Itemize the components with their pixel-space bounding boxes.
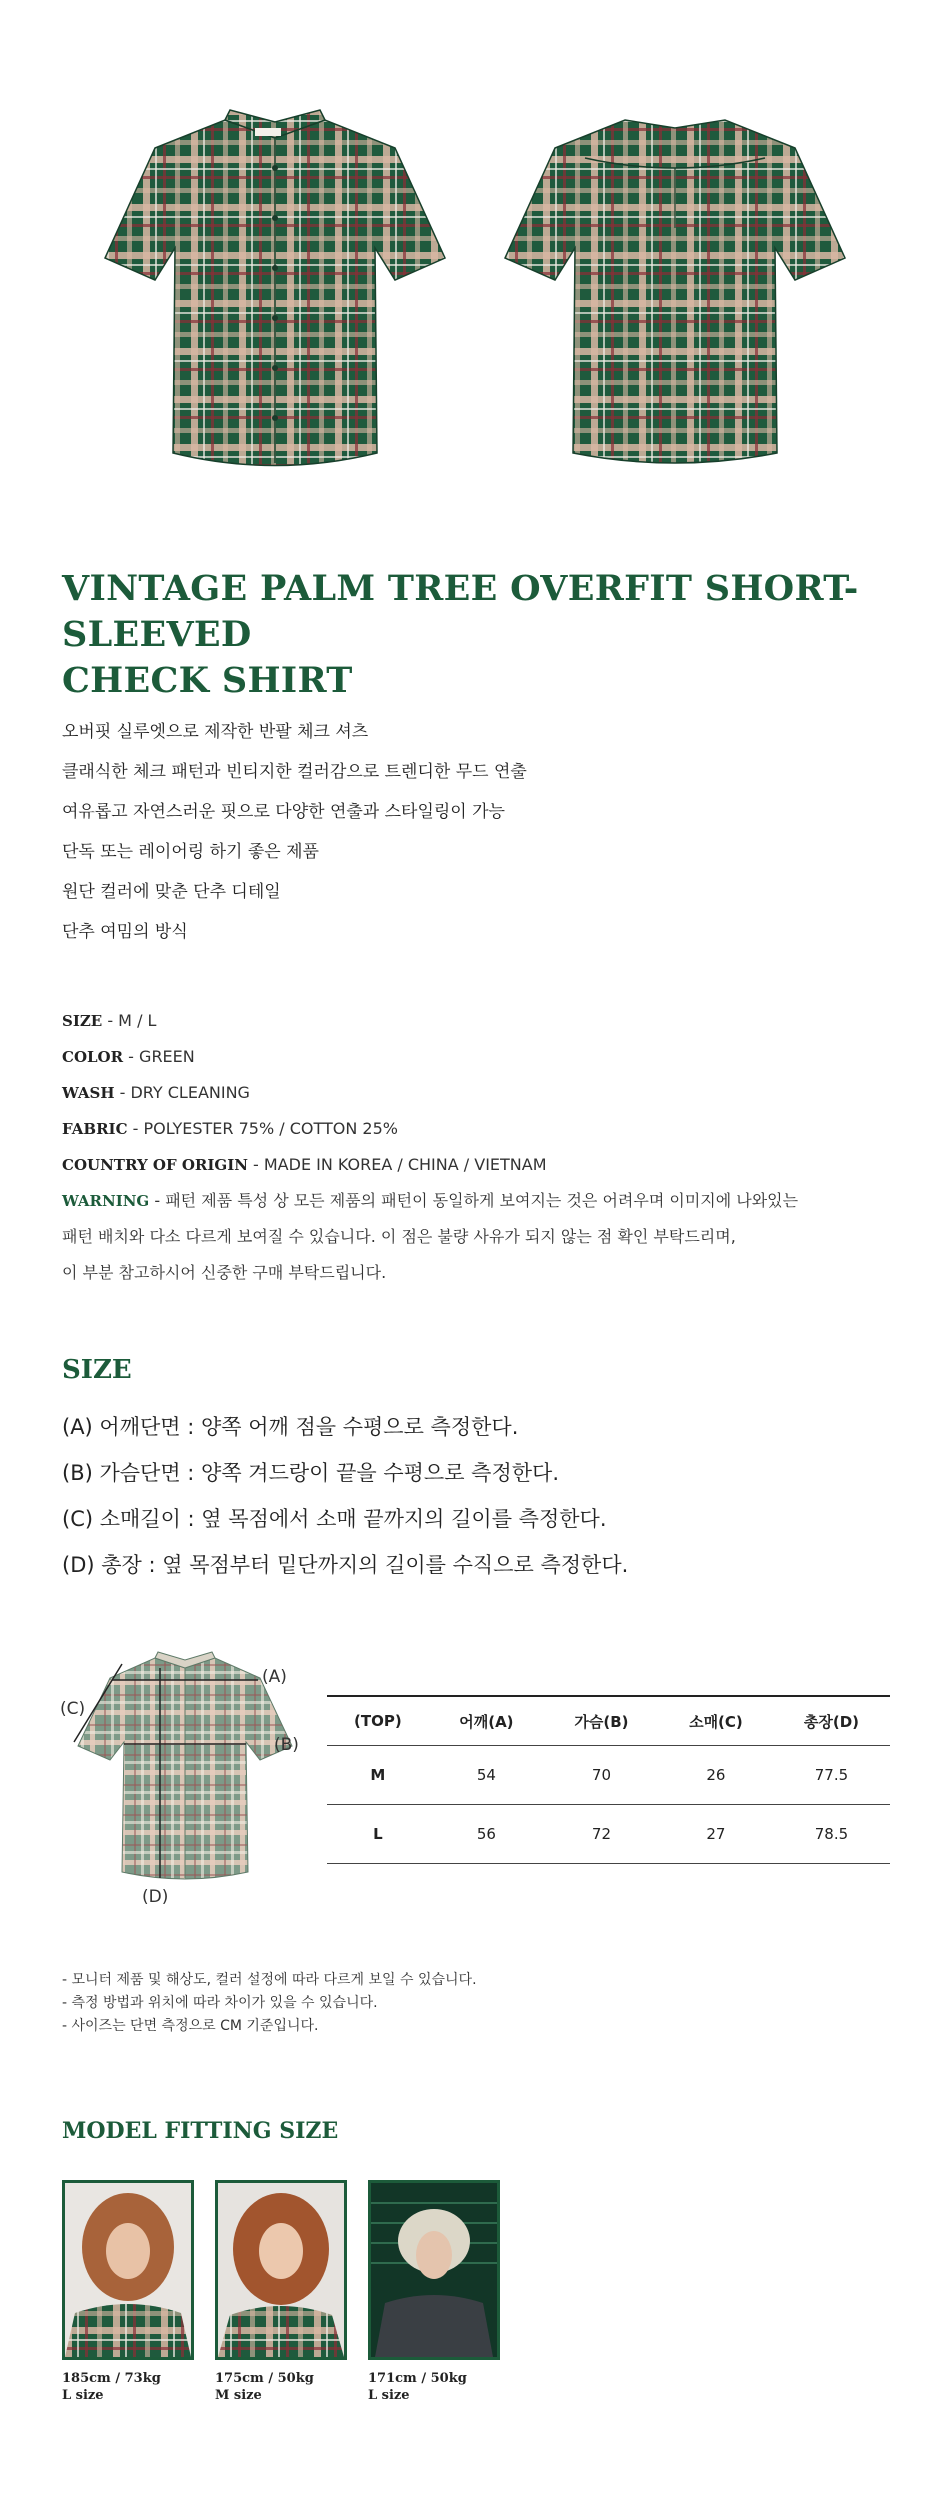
model-stats: 185cm / 73kg [62,2371,161,2386]
table-header-cell: 총장(D) [773,1696,890,1746]
table-row [327,1746,890,1805]
spec-value: - MADE IN KOREA / CHINA / VIETNAM [247,1155,547,1174]
table-cell: 77.5 [773,1746,890,1805]
product-title [62,566,902,704]
model-stats: 175cm / 50kg [215,2371,314,2386]
note-line: - 사이즈는 단면 측정으로 CM 기준입니다. [62,2018,319,2034]
model-size: L size [62,2388,104,2403]
table-header-cell: 가슴(B) [544,1696,659,1746]
table-cell: 72 [544,1805,659,1864]
product-title-line2: CHECK SHIRT [62,660,353,701]
spec-value: - GREEN [123,1047,195,1066]
spec-key: SIZE [62,1012,103,1030]
table-cell: 56 [429,1805,544,1864]
spec-value: - DRY CLEANING [114,1083,250,1102]
description-line: 클래식한 체크 패턴과 빈티지한 컬러감으로 트렌디한 무드 연출 [62,762,527,782]
warning-line1 [62,1183,912,1219]
spec-value: - POLYESTER 75% / COTTON 25% [127,1119,398,1138]
table-cell: 78.5 [773,1805,890,1864]
description-line: 오버핏 실루엣으로 제작한 반팔 체크 셔츠 [62,722,369,742]
diagram-label-c: (C) [60,1699,86,1719]
product-specs [62,1003,912,1291]
model-stats: 171cm / 50kg [368,2371,467,2386]
size-table-header [327,1696,890,1746]
spec-key: WASH [62,1084,115,1102]
diagram-label-b: (B) [274,1735,299,1755]
diagram-label-d: (D) [142,1887,169,1907]
description-line: 여유롭고 자연스러운 핏으로 다양한 연출과 스타일링이 가능 [62,802,505,822]
table-header-cell: (TOP) [327,1696,429,1746]
table-cell: L [327,1805,429,1864]
size-table [327,1695,890,1864]
shirt-front-image [95,108,455,488]
size-guide-line: (B) 가슴단면 : 양쪽 겨드랑이 끝을 수평으로 측정한다. [62,1461,559,1485]
spec-color [62,1039,912,1075]
spec-fabric [62,1111,912,1147]
warning-text: - 패턴 제품 특성 상 모든 제품의 패턴이 동일하게 보여지는 것은 어려우며 이미지에 나와있는 [149,1191,799,1210]
size-notes [62,1969,477,2038]
model-size: L size [368,2388,410,2403]
model-photo-1 [62,2180,194,2360]
size-guide-line: (D) 총장 : 옆 목점부터 밑단까지의 길이를 수직으로 측정한다. [62,1553,629,1577]
product-title-line1: VINTAGE PALM TREE OVERFIT SHORT-SLEEVED [62,568,859,655]
size-diagram [60,1650,310,1910]
description-line: 단독 또는 레이어링 하기 좋은 제품 [62,842,319,862]
table-cell: 26 [659,1746,773,1805]
diagram-label-a: (A) [262,1667,287,1687]
model-fitting-heading: MODEL FITTING SIZE [62,2118,339,2144]
spec-size [62,1003,912,1039]
table-row [327,1805,890,1864]
warning-line3: 이 부분 참고하시어 신중한 구매 부탁드립니다. [62,1263,387,1282]
table-cell: M [327,1746,429,1805]
size-measure-guide [62,1404,628,1588]
spec-key: COUNTRY OF ORIGIN [62,1156,248,1174]
warning-line2: 패턴 배치와 다소 다르게 보여질 수 있습니다. 이 점은 불량 사유가 되지 않는 점 확인 부탁드리며, [62,1227,736,1246]
model-caption-2 [215,2370,314,2404]
size-guide-line: (C) 소매길이 : 옆 목점에서 소매 끝까지의 길이를 측정한다. [62,1507,607,1531]
product-description [62,712,902,952]
table-header-cell: 소매(C) [659,1696,773,1746]
shirt-back-image [495,108,855,488]
spec-key: FABRIC [62,1120,128,1138]
note-line: - 측정 방법과 위치에 따라 차이가 있을 수 있습니다. [62,1995,378,2011]
model-caption-1 [62,2370,161,2404]
table-cell: 70 [544,1746,659,1805]
model-size: M size [215,2388,262,2403]
table-cell: 54 [429,1746,544,1805]
model-photo-2 [215,2180,347,2360]
warning-key: WARNING [62,1192,150,1210]
spec-origin [62,1147,912,1183]
model-caption-3 [368,2370,467,2404]
description-line: 단추 여밈의 방식 [62,922,188,942]
table-cell: 27 [659,1805,773,1864]
description-line: 원단 컬러에 맞춘 단추 디테일 [62,882,281,902]
spec-wash [62,1075,912,1111]
spec-key: COLOR [62,1048,124,1066]
note-line: - 모니터 제품 및 해상도, 컬러 설정에 따라 다르게 보일 수 있습니다. [62,1972,477,1988]
table-header-cell: 어깨(A) [429,1696,544,1746]
model-photo-3 [368,2180,500,2360]
size-guide-line: (A) 어깨단면 : 양쪽 어깨 점을 수평으로 측정한다. [62,1415,519,1439]
size-heading: SIZE [62,1355,132,1385]
spec-value: - M / L [102,1011,157,1030]
